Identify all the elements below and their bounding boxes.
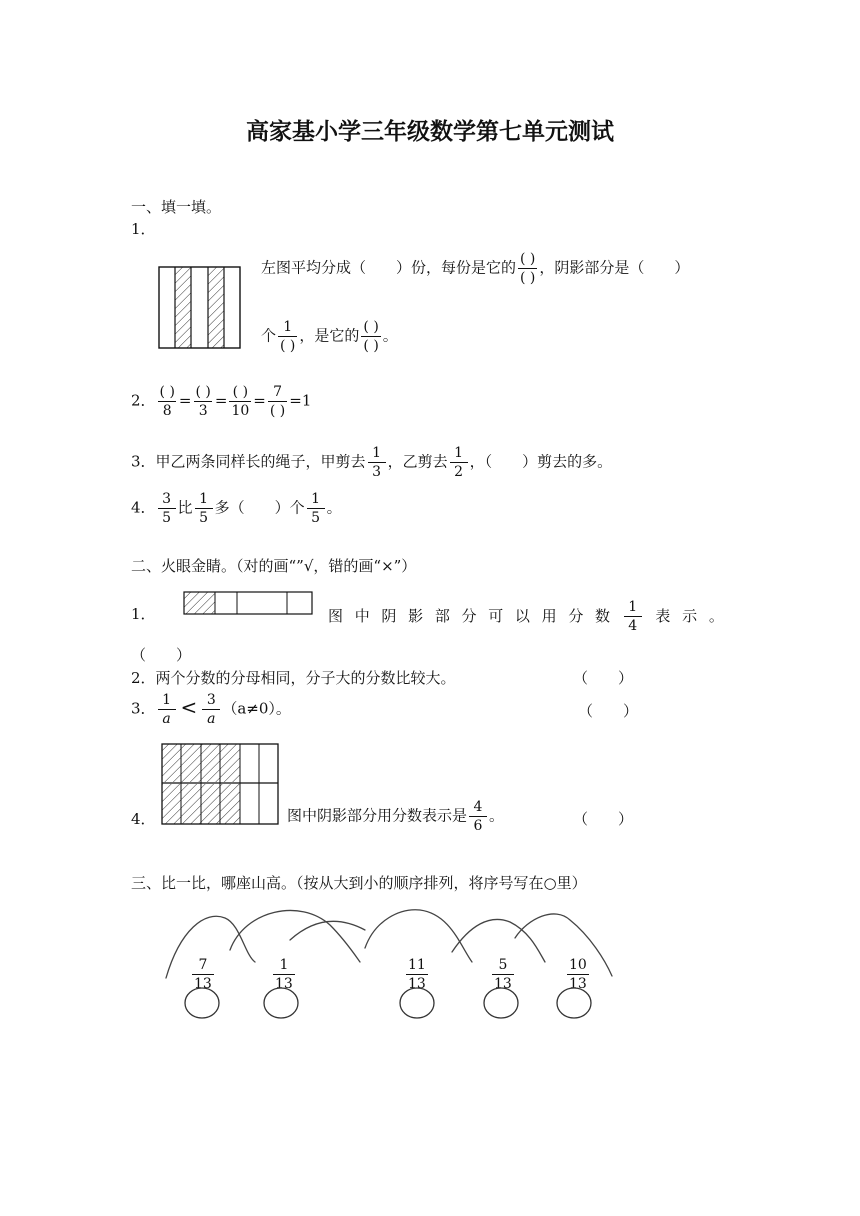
q1-fraction-blank-2: $\frac{( )}{( )}$: [363, 319, 379, 354]
q2-fraction-4: $\frac{7}{( )}$: [269, 384, 286, 419]
s2-q3-answer-paren[interactable]: （ ）: [578, 702, 639, 720]
q2-fraction-1: $\frac{( )}{8}$: [159, 384, 175, 419]
mountain-fraction-2: $\frac{1}{13}$: [275, 957, 293, 992]
s2-q2-text: 2．两个分数的分母相同，分子大的分数比较大。: [131, 669, 456, 687]
q2-fraction-2: $\frac{( )}{3}$: [195, 384, 211, 419]
q2-result: 1: [301, 391, 312, 410]
word: 分: [461, 607, 477, 625]
equals-sign: =: [178, 391, 192, 410]
s2-q1-answer-paren[interactable]: （ ）: [131, 646, 192, 664]
word: 可: [488, 607, 504, 625]
s2-q3-number: 3．: [131, 699, 156, 718]
q2-number: 2．: [131, 391, 156, 410]
q4-fraction-3: $\frac{1}{5}$: [307, 492, 325, 525]
q3-fraction-1: $\frac{1}{3}$: [368, 446, 386, 479]
answer-circle-3[interactable]: [400, 988, 434, 1018]
word: 分: [568, 607, 584, 625]
answer-circle-5[interactable]: [557, 988, 591, 1018]
s2-q3-fraction-1: $\frac{1}{a}$: [158, 693, 176, 726]
mountain-outline-4: [452, 919, 545, 962]
mountain-fraction-4: $\frac{5}{13}$: [494, 957, 512, 992]
answer-circle-2[interactable]: [264, 988, 298, 1018]
page-title: 高家基小学三年级数学第七单元测试: [246, 119, 614, 145]
q3-text-a: 甲乙两条同样长的绳子，甲剪去: [155, 452, 366, 471]
mountain-fraction-1: $\frac{7}{13}$: [194, 957, 212, 992]
q1-line1: [261, 252, 689, 285]
equals-sign: =: [289, 391, 302, 410]
s2-q4-line: [287, 800, 504, 833]
equals-sign: =: [253, 391, 266, 410]
q1-number: 1．: [131, 220, 156, 238]
q1-strip-figure: [158, 266, 242, 350]
section3-heading: 三、比一比，哪座山高。（按从大到小的顺序排列，将序号写在○里）: [131, 874, 587, 892]
s2-q1-strip-figure: [183, 591, 313, 615]
s2-q4-grid-figure: [161, 743, 279, 825]
s2-q4-fraction: $\frac{4}{6}$: [469, 800, 487, 833]
q3-line: [131, 446, 612, 479]
q3-text-c: ，（ ）剪去的多。: [469, 452, 613, 471]
q1-text-d: ，是它的: [299, 326, 360, 345]
q4-text-a: 比: [177, 498, 193, 517]
q1-text-b: ，阴影部分是（ ）: [539, 258, 690, 277]
q1-text-a: 左图平均分成（ ）份，每份是它的: [261, 258, 517, 277]
equals-sign: =: [214, 391, 228, 410]
q4-fraction-2: $\frac{1}{5}$: [195, 492, 213, 525]
s2-q2-answer-paren[interactable]: （ ）: [573, 669, 634, 687]
s2-q4-number: 4．: [131, 810, 156, 828]
mountain-outline-5: [515, 914, 612, 976]
mountain-fraction-3: $\frac{11}{13}$: [408, 957, 426, 992]
mountain-outline-3: [365, 910, 472, 962]
q2-fraction-3: $\frac{( )}{10}$: [231, 384, 250, 419]
word: 表: [655, 607, 671, 625]
word: 部: [434, 607, 450, 625]
word: 数: [595, 607, 611, 625]
s2-q1-number: 1．: [131, 605, 156, 623]
q4-text-b: 多（ ）个: [214, 498, 305, 517]
s2-q1-fraction: $\frac{1}{4}$: [624, 600, 642, 633]
q3-fraction-2: $\frac{1}{2}$: [450, 446, 468, 479]
q1-fraction-blank-1: $\frac{( )}{( )}$: [520, 251, 536, 286]
q1-fraction-unit: $\frac{1}{( )}$: [280, 319, 296, 354]
word: 用: [541, 607, 557, 625]
s2-q3-fraction-2: $\frac{3}{a}$: [202, 693, 220, 726]
q4-line: [131, 492, 342, 525]
q1-text-e: 。: [382, 326, 398, 345]
answer-circles: [170, 985, 620, 1025]
s2-q1-sentence: [328, 596, 724, 636]
s2-q4-period: 。: [489, 806, 505, 825]
answer-circle-1[interactable]: [185, 988, 219, 1018]
q4-text-c: 。: [326, 498, 342, 517]
mountain-fraction-5: $\frac{10}{13}$: [569, 957, 587, 992]
mountain-outline-6: [290, 921, 365, 940]
q1-text-c: 个: [261, 326, 277, 345]
s2-q3-condition: （a≠0）。: [222, 699, 291, 718]
answer-circle-4[interactable]: [484, 988, 518, 1018]
word: 以: [514, 607, 530, 625]
section2-heading: 二、火眼金睛。（对的画“”√，错的画“×”）: [131, 557, 417, 575]
s2-q4-text: 图中阴影部分用分数表示是: [287, 806, 468, 825]
word: 阴: [381, 607, 397, 625]
s2-q4-answer-paren[interactable]: （ ）: [573, 810, 634, 828]
q3-number: 3．: [131, 452, 156, 471]
word: 。: [708, 607, 724, 625]
word: 图: [328, 607, 344, 625]
word: 示: [682, 607, 698, 625]
q4-number: 4．: [131, 498, 156, 517]
q4-fraction-1: $\frac{3}{5}$: [158, 492, 176, 525]
q2-equation: [131, 385, 311, 418]
q3-text-b: ，乙剪去: [387, 452, 448, 471]
less-than-sign: <: [180, 694, 198, 719]
word: 影: [408, 607, 424, 625]
s2-q3-line: [131, 693, 291, 726]
q1-line2: [261, 320, 398, 353]
word: 中: [354, 607, 370, 625]
section1-heading: 一、填一填。: [131, 198, 222, 216]
